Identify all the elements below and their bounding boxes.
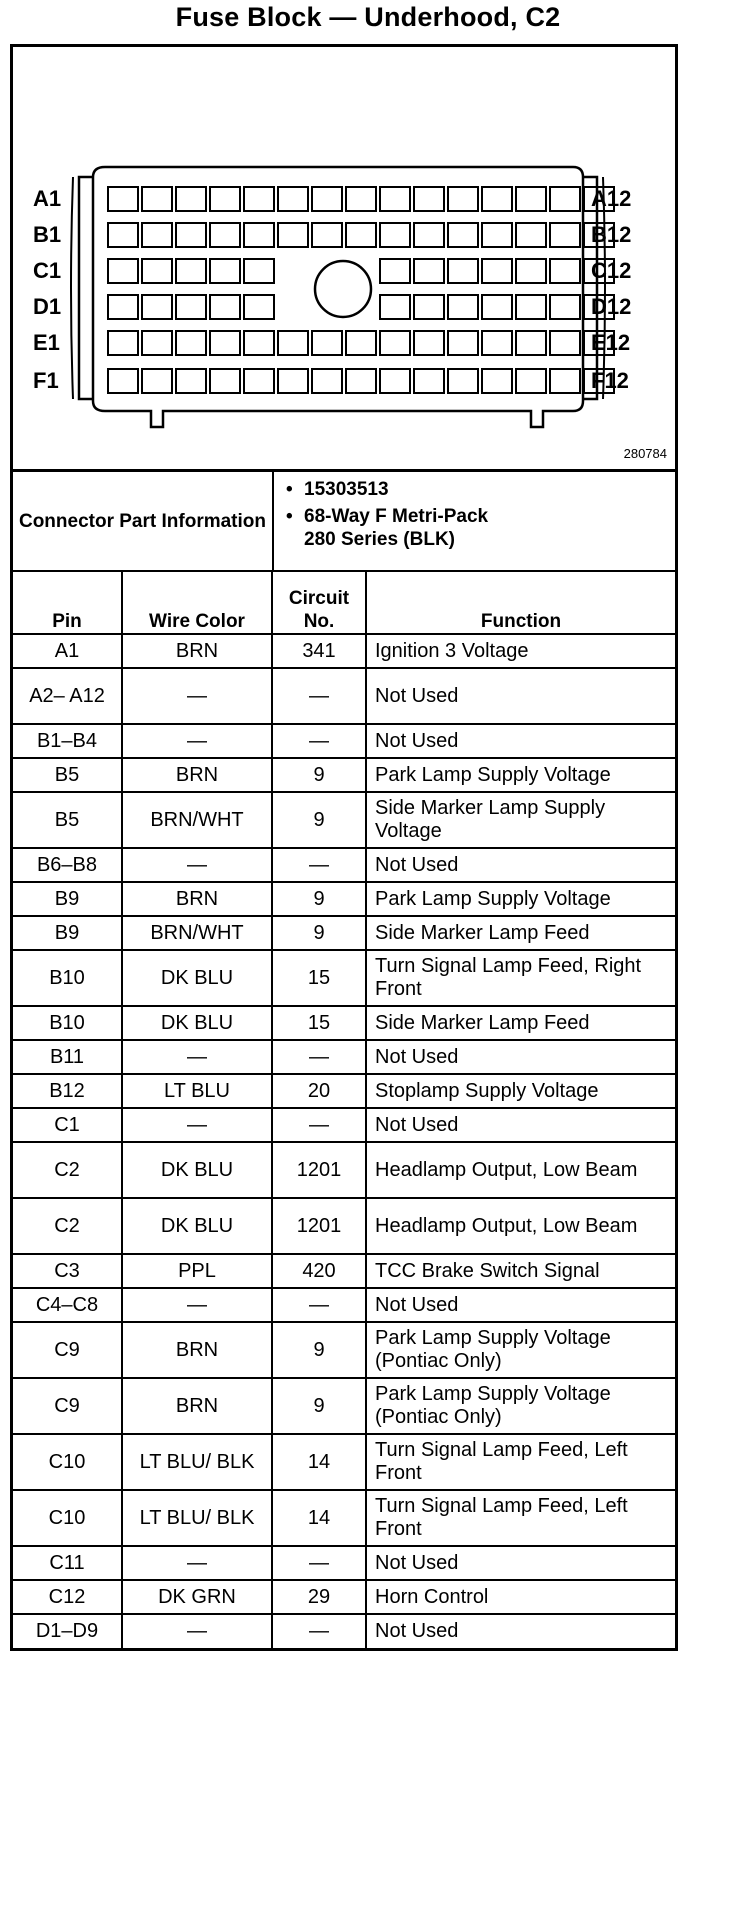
function-cell: Park Lamp Supply Voltage xyxy=(366,758,675,792)
pin-cell: C3 xyxy=(13,1254,122,1288)
wire-color-cell: DK BLU xyxy=(122,1198,272,1254)
circuit-cell: 15 xyxy=(272,950,366,1006)
cavity xyxy=(448,295,478,319)
wire-color-cell: BRN xyxy=(122,1378,272,1434)
cavity xyxy=(414,369,444,393)
cavity xyxy=(108,223,138,247)
function-cell: TCC Brake Switch Signal xyxy=(366,1254,675,1288)
function-cell: Not Used xyxy=(366,848,675,882)
cavity xyxy=(550,331,580,355)
wire-color-cell: — xyxy=(122,1108,272,1142)
header-circuit-no: Circuit No. xyxy=(272,572,366,634)
circuit-cell: — xyxy=(272,1108,366,1142)
circuit-cell: — xyxy=(272,1546,366,1580)
table-row xyxy=(13,1580,675,1614)
cavity xyxy=(550,187,580,211)
pin-cell: A2– A12 xyxy=(13,668,122,724)
wire-color-cell: — xyxy=(122,1546,272,1580)
left-bracket xyxy=(79,177,93,399)
function-cell: Park Lamp Supply Voltage xyxy=(366,882,675,916)
function-cell: Not Used xyxy=(366,1614,675,1648)
connector-housing xyxy=(93,167,583,427)
cavity xyxy=(448,331,478,355)
function-cell: Not Used xyxy=(366,1288,675,1322)
pin-cell: B6–B8 xyxy=(13,848,122,882)
wire-color-cell: BRN xyxy=(122,882,272,916)
circuit-cell: — xyxy=(272,1614,366,1648)
cavity xyxy=(278,331,308,355)
table-row xyxy=(13,848,675,882)
table-row xyxy=(13,1254,675,1288)
cavity xyxy=(380,223,410,247)
pinout-table xyxy=(13,572,675,1648)
cavity xyxy=(380,187,410,211)
cavity xyxy=(482,259,512,283)
cavity xyxy=(108,187,138,211)
pin-cell: C10 xyxy=(13,1434,122,1490)
wire-color-cell: — xyxy=(122,724,272,758)
circuit-cell: — xyxy=(272,1288,366,1322)
cavity xyxy=(312,187,342,211)
function-cell: Not Used xyxy=(366,668,675,724)
pin-cell: B12 xyxy=(13,1074,122,1108)
alignment-post xyxy=(315,261,371,317)
wire-color-cell: — xyxy=(122,1288,272,1322)
wire-color-cell: BRN xyxy=(122,1322,272,1378)
cavity xyxy=(210,369,240,393)
cavity xyxy=(210,187,240,211)
cavity xyxy=(142,369,172,393)
cavity xyxy=(380,259,410,283)
page-title: Fuse Block — Underhood, C2 xyxy=(175,2,561,32)
function-cell: Park Lamp Supply Voltage (Pontiac Only) xyxy=(366,1322,675,1378)
cavity xyxy=(516,369,546,393)
cavity xyxy=(448,187,478,211)
pin-cell: C9 xyxy=(13,1378,122,1434)
cavity xyxy=(346,369,376,393)
table-row xyxy=(13,634,675,668)
cavity xyxy=(142,223,172,247)
pin-cell: C11 xyxy=(13,1546,122,1580)
pin-cell: C9 xyxy=(13,1322,122,1378)
circuit-cell: 9 xyxy=(272,792,366,848)
function-cell: Headlamp Output, Low Beam xyxy=(366,1142,675,1198)
cavity xyxy=(550,295,580,319)
cavity-row-label-left: C1 xyxy=(33,258,62,283)
table-row xyxy=(13,1108,675,1142)
wire-color-cell: — xyxy=(122,668,272,724)
cavity xyxy=(278,187,308,211)
figure-number: 280784 xyxy=(623,446,667,461)
cavity xyxy=(244,259,274,283)
circuit-cell: 1201 xyxy=(272,1142,366,1198)
circuit-cell: — xyxy=(272,668,366,724)
table-row xyxy=(13,1288,675,1322)
cavity xyxy=(278,223,308,247)
circuit-cell: — xyxy=(272,724,366,758)
circuit-cell: 9 xyxy=(272,916,366,950)
table-row xyxy=(13,1006,675,1040)
cavity xyxy=(108,295,138,319)
pin-cell: B11 xyxy=(13,1040,122,1074)
cavity xyxy=(550,223,580,247)
table-row xyxy=(13,758,675,792)
cavity xyxy=(176,223,206,247)
cavity xyxy=(244,295,274,319)
circuit-cell: 420 xyxy=(272,1254,366,1288)
circuit-cell: 9 xyxy=(272,1378,366,1434)
pin-cell: B10 xyxy=(13,1006,122,1040)
function-cell: Turn Signal Lamp Feed, Left Front xyxy=(366,1434,675,1490)
wire-color-cell: LT BLU xyxy=(122,1074,272,1108)
wire-color-cell: — xyxy=(122,1614,272,1648)
cavity xyxy=(244,223,274,247)
table-row xyxy=(13,668,675,724)
function-cell: Headlamp Output, Low Beam xyxy=(366,1198,675,1254)
table-row xyxy=(13,1074,675,1108)
cavity xyxy=(448,259,478,283)
cavity-row-label-left: A1 xyxy=(33,186,62,211)
cavity xyxy=(516,331,546,355)
table-row xyxy=(13,916,675,950)
cavity-row-label-left: D1 xyxy=(33,294,62,319)
cavity-row-label-right: A12 xyxy=(591,186,632,211)
cavity xyxy=(210,331,240,355)
pin-cell: A1 xyxy=(13,634,122,668)
cavity-row-label-right: E12 xyxy=(591,330,631,355)
cavity xyxy=(482,331,512,355)
table-row xyxy=(13,1142,675,1198)
cavity xyxy=(380,295,410,319)
table-row xyxy=(13,1198,675,1254)
wire-color-cell: LT BLU/ BLK xyxy=(122,1490,272,1546)
header-function: Function xyxy=(366,572,675,634)
cavity xyxy=(312,331,342,355)
table-row xyxy=(13,1040,675,1074)
cavity xyxy=(346,187,376,211)
cavity xyxy=(108,259,138,283)
pin-cell: B10 xyxy=(13,950,122,1006)
table-row xyxy=(13,792,675,848)
connector-info xyxy=(13,472,675,572)
circuit-cell: 20 xyxy=(272,1074,366,1108)
connector-description-line2: 280 Series (BLK) xyxy=(304,529,456,550)
cavity xyxy=(414,259,444,283)
wire-color-cell: — xyxy=(122,848,272,882)
header-wire-color: Wire Color xyxy=(122,572,272,634)
wire-color-cell: BRN xyxy=(122,758,272,792)
cavity xyxy=(516,187,546,211)
cavity xyxy=(210,223,240,247)
connector-diagram xyxy=(13,47,675,472)
pin-cell: B5 xyxy=(13,758,122,792)
pin-cell: B9 xyxy=(13,916,122,950)
table-row xyxy=(13,1322,675,1378)
circuit-cell: 341 xyxy=(272,634,366,668)
cavity xyxy=(346,223,376,247)
cavity xyxy=(380,369,410,393)
table-row xyxy=(13,724,675,758)
cavity xyxy=(312,223,342,247)
cavity xyxy=(108,331,138,355)
cavity xyxy=(550,369,580,393)
wire-color-cell: BRN/WHT xyxy=(122,916,272,950)
function-cell: Park Lamp Supply Voltage (Pontiac Only) xyxy=(366,1378,675,1434)
wire-color-cell: DK BLU xyxy=(122,950,272,1006)
connector-description-line1: • 68-Way F Metri-Pack xyxy=(304,505,675,528)
part-number: • 15303513 xyxy=(304,478,675,501)
cavity xyxy=(448,223,478,247)
table-row xyxy=(13,1434,675,1490)
wire-color-cell: DK BLU xyxy=(122,1006,272,1040)
cavity xyxy=(346,331,376,355)
function-cell: Ignition 3 Voltage xyxy=(366,634,675,668)
function-cell: Horn Control xyxy=(366,1580,675,1614)
wire-color-cell: DK GRN xyxy=(122,1580,272,1614)
pin-cell: C1 xyxy=(13,1108,122,1142)
circuit-cell: 15 xyxy=(272,1006,366,1040)
cavity-row-label-left: F1 xyxy=(33,368,59,393)
table-header-row xyxy=(13,572,675,634)
left-edge-curve xyxy=(71,177,73,399)
circuit-cell: 14 xyxy=(272,1490,366,1546)
cavity xyxy=(414,331,444,355)
cavity xyxy=(448,369,478,393)
pin-cell: B1–B4 xyxy=(13,724,122,758)
pin-cell: B9 xyxy=(13,882,122,916)
cavity xyxy=(176,369,206,393)
pin-cell: C10 xyxy=(13,1490,122,1546)
cavity xyxy=(244,331,274,355)
cavity xyxy=(312,369,342,393)
wire-color-cell: BRN/WHT xyxy=(122,792,272,848)
pin-cell: D1–D9 xyxy=(13,1614,122,1648)
cavity xyxy=(414,295,444,319)
function-cell: Not Used xyxy=(366,1546,675,1580)
wire-color-cell: — xyxy=(122,1040,272,1074)
pin-cell: B5 xyxy=(13,792,122,848)
table-row xyxy=(13,950,675,1006)
table-row xyxy=(13,882,675,916)
cavity xyxy=(176,259,206,283)
pin-cell: C2 xyxy=(13,1198,122,1254)
cavity xyxy=(516,259,546,283)
cavity xyxy=(142,259,172,283)
cavity-row-label-right: F12 xyxy=(591,368,629,393)
cavity xyxy=(210,259,240,283)
table-row xyxy=(13,1378,675,1434)
circuit-cell: 9 xyxy=(272,758,366,792)
circuit-cell: 14 xyxy=(272,1434,366,1490)
connector-info-details xyxy=(274,472,675,570)
pin-cell: C4–C8 xyxy=(13,1288,122,1322)
cavity-row-label-left: B1 xyxy=(33,222,62,247)
cavity xyxy=(176,295,206,319)
connector-face-drawing xyxy=(13,47,675,466)
cavity xyxy=(482,295,512,319)
table-row xyxy=(13,1546,675,1580)
cavity xyxy=(516,295,546,319)
function-cell: Turn Signal Lamp Feed, Right Front xyxy=(366,950,675,1006)
header-pin: Pin xyxy=(13,572,122,634)
circuit-cell: 29 xyxy=(272,1580,366,1614)
function-cell: Not Used xyxy=(366,1108,675,1142)
cavity xyxy=(244,369,274,393)
cavity xyxy=(482,187,512,211)
function-cell: Not Used xyxy=(366,1040,675,1074)
cavity xyxy=(550,259,580,283)
cavity xyxy=(482,223,512,247)
function-cell: Side Marker Lamp Feed xyxy=(366,1006,675,1040)
connector-info-label: Connector Part Information xyxy=(13,472,274,570)
cavity xyxy=(210,295,240,319)
circuit-cell: 1201 xyxy=(272,1198,366,1254)
wire-color-cell: DK BLU xyxy=(122,1142,272,1198)
cavity xyxy=(142,331,172,355)
circuit-cell: — xyxy=(272,1040,366,1074)
cavity xyxy=(516,223,546,247)
cavity xyxy=(176,331,206,355)
function-cell: Not Used xyxy=(366,724,675,758)
cavity xyxy=(380,331,410,355)
table-row xyxy=(13,1614,675,1648)
cavity-row-label-right: B12 xyxy=(591,222,632,247)
pin-cell: C12 xyxy=(13,1580,122,1614)
function-cell: Side Marker Lamp Feed xyxy=(366,916,675,950)
cavity xyxy=(176,187,206,211)
table-row xyxy=(13,1490,675,1546)
function-cell: Turn Signal Lamp Feed, Left Front xyxy=(366,1490,675,1546)
wire-color-cell: PPL xyxy=(122,1254,272,1288)
cavity xyxy=(482,369,512,393)
cavity xyxy=(278,369,308,393)
function-cell: Side Marker Lamp Supply Voltage xyxy=(366,792,675,848)
cavity xyxy=(414,223,444,247)
circuit-cell: 9 xyxy=(272,882,366,916)
cavity-row-label-right: D12 xyxy=(591,294,632,319)
circuit-cell: 9 xyxy=(272,1322,366,1378)
wire-color-cell: LT BLU/ BLK xyxy=(122,1434,272,1490)
circuit-cell: — xyxy=(272,848,366,882)
cavity xyxy=(414,187,444,211)
cavity xyxy=(244,187,274,211)
cavity-row-label-left: E1 xyxy=(33,330,60,355)
pin-cell: C2 xyxy=(13,1142,122,1198)
cavity xyxy=(142,187,172,211)
cavity-row-label-right: C12 xyxy=(591,258,632,283)
cavity xyxy=(142,295,172,319)
wire-color-cell: BRN xyxy=(122,634,272,668)
connector-sheet xyxy=(10,44,678,1651)
function-cell: Stoplamp Supply Voltage xyxy=(366,1074,675,1108)
cavity xyxy=(108,369,138,393)
